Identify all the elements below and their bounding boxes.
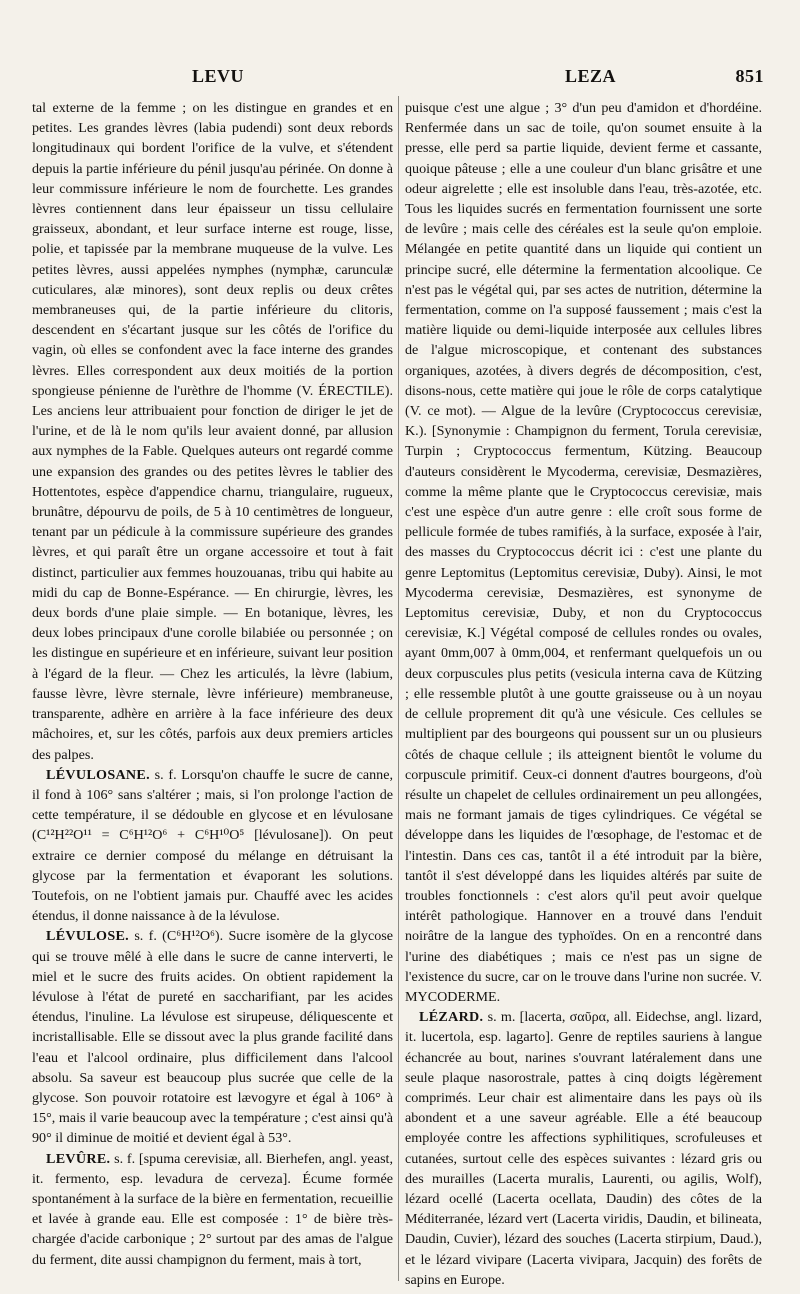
levure-entry-continuation: puisque c'est une algue ; 3° d'un peu d'amidon et d'hordéine. Renfermée dans un sac de toile, qu'on soumet ensuite à la presse, elle perd sa partie liquide, devient ferme et cassante, quoique pâteuse ; elle a une couleur d'un blanc grisâtre et une odeur aigrelette ; elle est insoluble dans l'eau, très-azotée, etc. Tous les liquides sucrés en fermentation fournissent une sorte de levûre ; mais celle des céréales est la seule qu'on emploie. Mélangée en petite quantité dans un liquide qui contient un principe sucré, elle détermine la fermentation alcoolique. Ce n'est pas le végétal qui, par ses actes de nutrition, détermine la fermentation, comme on l'a supposé faussement ; mais c'est la matière liquide ou demi-liquide interposée aux cellules libres de l'algue microscopique, et contenant des substances organiques, azotées, à divers degrés de décomposition, c'est, disons-nous, cette matière qui joue le rôle de corps catalytique (V. ce mot). — Algue de la levûre (Cryptococcus cerevisiæ, K.). [Synonymie : Champignon du ferment, Torula cerevisiæ, Turpin ; Cryptococcus fermentum, Kützing. Beaucoup d'auteurs considèrent le Mycoderma, cerevisiæ, Desmazières, comme la même plante que le Cryptococcus cerevisiæ, mais c'est une espèce d'un autre genre : elle croît sous forme de pellicule formée de tubes ramifiés, à la surface, exposée à l'air, des masses du Cryptococcus décrit ici : c'est une plante du genre Leptomitus (Leptomitus cerevisiæ, Duby). Ainsi, le mot Mycoderma cerevisiæ, Desmazières, est synonyme de Leptomitus cerevisiæ, Duby, et non du Cryptococcus cerevisiæ, K.] Végétal composé de cellules rondes ou ovales, ayant 0mm,007 à 0mm,004, et renfermant quelquefois un ou deux corpuscules plus petits (vesicula interna cava de Kützing ; elle ressemble plutôt à une goutte graisseuse ou à un noyau de cellule proprement dit qu'à une vésicule. Ces cellules se multiplient par des bourgeons qui poussent sur un ou plusieurs côtés de chaque cellule ; ils atteignent bientôt le volume du corpuscule primitif. Ceux-ci donnent d'autres bourgeons, d'où résulte un chapelet de cellules ordinairement un peu allongées, mais ne formant jamais de tiges cylindriques. Ce végétal se développe dans les liquides de l'œsophage, de l'estomac et de l'intestin. Dans ces cas, tantôt il a été introduit par la bière, tantôt il s'est développé dans les liquides altérés par suite de troubles fonctionnels : c'est alors qu'il peut avoir quelque intérêt pathologique. Hannover en a trouvé dans l'enduit noirâtre de la langue des typhoïdes. On en a rencontré dans l'urine des diabétiques ; mais ce n'est pas un signe de l'existence du sucre, car on le trouve dans l'urine non sucrée. V. MYCODERME. [405,100,762,1005]
header-right-guide-word: LEZA [565,66,617,86]
right-column [405,98,762,1290]
levre-entry-continuation: tal externe de la femme ; on les distingue en grandes et en petites. Les grandes lèvres (labia pudendi) sont deux rebords longitudinaux qui bordent l'orifice de la vulve, et s'étendent depuis la partie inférieure du pénil jusqu'au périnée. On donne à leur commissure inférieure le nom de fourchette. Les grandes lèvres contiennent dans leur épaisseur un tissu cellulaire graisseux, abondant, et leur surface interne est rouge, lisse, polie, et tapissée par la membrane muqueuse de la vulve. Les petites lèvres, aussi appelées nymphes (nymphæ, carunculæ cuticulares, alæ minores), sont deux replis ou deux crêtes membraneuses qui, de la partie inférieure du clitoris, descendent en s'écartant jusque sur les côtés de l'orifice du vagin, où elles se confondent avec la face interne des grandes lèvres. Elles correspondent aux deux moitiés de la portion spongieuse pénienne de l'urèthre de l'homme (V. ÉRECTILE). Les anciens leur attribuaient pour fonction de diriger le jet de l'urine, et de là le nom qu'ils leur avaient donné, par allusion aux nymphes de la Fable. Quelques auteurs ont regardé comme une expansion des grandes ou des petites lèvres le tablier des Hottentotes, espèce d'appendice charnu, triangulaire, rugueux, brunâtre, dépourvu de poils, de 5 à 10 centimètres de longueur, tenant par un pédicule à la commissure supérieure des grandes lèvres, et qui paraît être un organe accessoire et tout à fait distinct, particulier aux femmes houzouanas, tribu qui habite au midi du cap de Bonne-Espérance. — En chirurgie, lèvres, les deux bords d'une plaie simple. — En botanique, lèvres, les deux lobes principaux d'une corolle bilabiée ou personnée ; on les distingue en supérieure et en inférieure, suivant leur position à l'égard de la fleur. — Chez les articulés, la lèvre (labium, fausse lèvre, lèvre sternale, lèvre inférieure) membraneuse, transparente, adhère en arrière à la face inférieure des deux mâchoires, et, sur les côtés, parfois aux deux premiers articles des palpes. [32,100,393,763]
definition-levure: s. f. [spuma cerevisiæ, all. Bierhefen, angl. yeast, it. fermento, esp. levadura de cerveza]. Écume formée spontanément à la surface de la bière en fermentation, recueillie et lavée à grande eau. Elle est composée : 1° de bière très-chargée d'acide carbonique ; 2° surtout par des amas de l'algue du ferment, dite aussi champignon du ferment, mais à tort, [32,1150,393,1268]
header-left-guide-word: LEVU [192,66,245,86]
running-header [32,66,764,96]
headword-levulosane: LÉVULOSANE. [46,766,150,783]
headword-lezard: LÉZARD. [419,1009,484,1026]
page-number: 851 [735,66,764,86]
entry-levure [32,1149,393,1270]
entry-levulosane [32,765,393,927]
definition-levulose: s. f. (C⁶H¹²O⁶). Sucre isomère de la glycose qui se trouve mêlé à elle dans le sucre de canne interverti, le miel et le sucre des fruits acides. On obtient rapidement la lévulose à l'état de pureté en saccharifiant, par les acides étendus, l'inuline. La lévulose est sirupeuse, déliquescente et incristallisable. Elle se dissout avec la plus grande facilité dans l'eau et l'alcool ordinaire, plus difficilement dans l'alcool absolu. Sa saveur est beaucoup plus sucrée que celle de la glycose. Son pouvoir rotatoire est lævogyre et égal à 106° à 15°, mais il varie beaucoup avec la température ; c'est ainsi qu'à 90° il diminue de moitié et devient égal à 53°. [32,928,393,1147]
column-divider [398,96,399,1281]
definition-levulosane: s. f. Lorsqu'on chauffe le sucre de canne, il fond à 106° sans s'altérer ; mais, si l'on prolonge l'action de cette température, il se dédouble en glycose et en lévulosane (C¹²H²²O¹¹ = C⁶H¹²O⁶ + C⁶H¹⁰O⁵ [lévulosane]). On peut extraire ce dernier composé du mélange en détruisant la glycose par la fermentation et évaporant les solutions. Toutefois, on ne l'obtient jamais pur. Chauffé avec les acides étendus, il donne naissance à de la lévulose. [32,766,393,925]
left-column [32,98,393,1270]
definition-lezard: s. m. [lacerta, σαῦρα, all. Eidechse, angl. lizard, it. lucertola, esp. lagarto]. Genre de reptiles sauriens à langue échancrée au bout, narines s'ouvrant latéralement dans une seule plaque nasorostrale, pattes à cinq doigts légèrement comprimés. Leur chair est alimentaire dans les pays où ils abondent et a une saveur agréable. Elle a été beaucoup employée contre les affections syphilitiques, scrofuleuses et cutanées, surtout celle des espèces suivantes : lézard gris ou des murailles (Lacerta muralis, Laurenti, ou agilis, Wolf), lézard ocellé (Lacerta ocellata, Daudin) des côtes de la Méditerranée, lézard vert (Lacerta viridis, Daudin, et bilineata, Daudin, Cuvier), lézard des souches (Lacerta stirpium, Daud.), et le lézard vivipare (Lacerta vivipara, Jacquin) des forêts de sapins en Europe. [405,1009,762,1288]
headword-levulose: LÉVULOSE. [46,928,129,945]
entry-lezard [405,1007,762,1290]
entry-levulose [32,926,393,1148]
headword-levure: LEVÛRE. [46,1150,111,1167]
